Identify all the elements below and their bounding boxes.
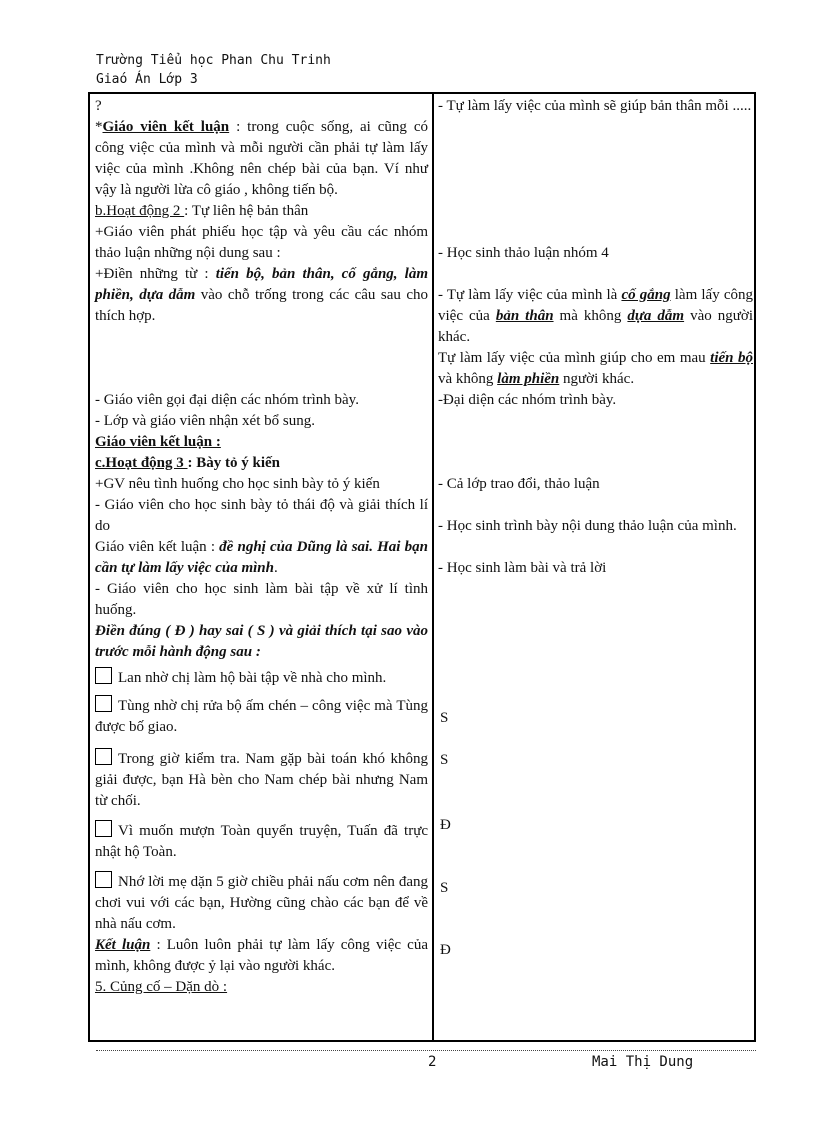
activity-3-p1: +GV nêu tình huống cho học sinh bày tỏ ý kiến xyxy=(95,476,380,492)
list-item: Lan nhờ chị làm hộ bài tập về nhà cho mình. xyxy=(95,667,428,689)
doc-subtitle: Giaó Án Lớp 3 xyxy=(96,72,198,87)
review-instruction: - Lớp và giáo viên nhận xét bổ sung. xyxy=(95,413,315,429)
checkbox-icon[interactable] xyxy=(95,695,112,712)
activity-3-conclusion: Giáo viên kết luận : đề nghị của Dũng là sai. Hai bạn cần tự làm lấy việc của mình. xyxy=(95,539,428,576)
list-item: Tùng nhờ chị rửa bộ ấm chén – công việc mà Tùng được bố giao. xyxy=(95,695,428,738)
teacher-conclusion-2: Giáo viên kết luận : xyxy=(95,434,221,450)
student-response-3: - Tự làm lấy việc của mình là cố gắng làm lấy công việc của bản thân mà không dựa dẫm vào người khác. xyxy=(438,287,754,345)
student-column xyxy=(438,96,753,579)
list-item: Trong giờ kiểm tra. Nam gặp bài toán khó không giải được, bạn Hà bèn cho Nam chép bài nhưng Nam từ chối. xyxy=(95,748,428,812)
checkbox-icon[interactable] xyxy=(95,820,112,837)
activity-2-heading: b.Hoạt động 2 : Tự liên hệ bản thân xyxy=(95,203,309,219)
checkbox-icon[interactable] xyxy=(95,667,112,684)
student-response-2: - Học sinh thảo luận nhóm 4 xyxy=(438,245,609,261)
answer-1: S xyxy=(440,710,449,726)
answer-5: Đ xyxy=(440,942,451,958)
author-name: Mai Thị Dung xyxy=(592,1054,694,1070)
activity-3-p4: - Giáo viên cho học sinh làm bài tập về xử lí tình huống. xyxy=(95,581,428,618)
answer-2: S xyxy=(440,752,449,768)
teacher-conclusion-1: *Giáo viên kết luận : trong cuộc sống, ai cũng có công việc của mình và mỗi người cần phải tự làm lấy việc của mình .Không nên chép bài của bạn. Ví như vậy là người lừa cô giáo , không tiến bộ. xyxy=(95,119,429,198)
list-item: Nhớ lời mẹ dặn 5 giờ chiều phải nấu cơm nên đang chơi vui với các bạn, Hường cũng chào các bạn để về nhà nấu cơm. xyxy=(95,871,428,935)
student-response-8: - Học sinh làm bài và trả lời xyxy=(438,560,607,576)
final-conclusion: Kết luận : Luôn luôn phải tự làm lấy công việc của mình, không được ỷ lại vào người khác. xyxy=(95,937,428,974)
column-divider xyxy=(432,92,434,1042)
teacher-column xyxy=(95,96,428,998)
student-response-5: -Đại diện các nhóm trình bày. xyxy=(438,392,617,408)
exercise-task: Điền đúng ( Đ ) hay sai ( S ) và giải thích tại sao vào trước mỗi hành động sau : xyxy=(95,623,428,660)
answer-4: S xyxy=(440,880,449,896)
list-item: Vì muốn mượn Toàn quyển truyện, Tuấn đã trực nhật hộ Toàn. xyxy=(95,820,428,863)
student-response-4: Tự làm lấy việc của mình giúp cho em mau tiến bộ và không làm phiền người khác. xyxy=(438,350,753,387)
footer-divider xyxy=(96,1050,756,1051)
activity-3-p2: - Giáo viên cho học sinh bày tỏ thái độ và giải thích lí do xyxy=(95,497,428,534)
student-response-7: - Học sinh trình bày nội dung thảo luận của mình. xyxy=(438,518,737,534)
activity-2-fill-words: +Điền những từ : tiến bộ, bản thân, cố gắng, làm phiền, dựa dẫm vào chỗ trống trong các câu sau cho thích hợp. xyxy=(95,266,428,324)
checkbox-icon[interactable] xyxy=(95,748,112,765)
student-response-1: - Tự làm lấy việc của mình sẽ giúp bản thân mỗi ..... xyxy=(438,98,752,114)
wrap-up: 5. Củng cố – Dặn dò : xyxy=(95,979,228,995)
student-response-6: - Cả lớp trao đổi, thảo luận xyxy=(438,476,600,492)
activity-2-instruction: +Giáo viên phát phiếu học tập và yêu cầu các nhóm thảo luận những nội dung sau : xyxy=(95,224,428,261)
present-instruction: - Giáo viên gọi đại diện các nhóm trình bày. xyxy=(95,392,359,408)
activity-3-heading: c.Hoạt động 3 : Bày tỏ ý kiến xyxy=(95,455,281,471)
question-mark: ? xyxy=(95,98,102,114)
school-name: Trường Tiểu học Phan Chu Trinh xyxy=(96,53,331,68)
answer-3: Đ xyxy=(440,817,451,833)
checkbox-icon[interactable] xyxy=(95,871,112,888)
page-number: 2 xyxy=(428,1054,437,1070)
